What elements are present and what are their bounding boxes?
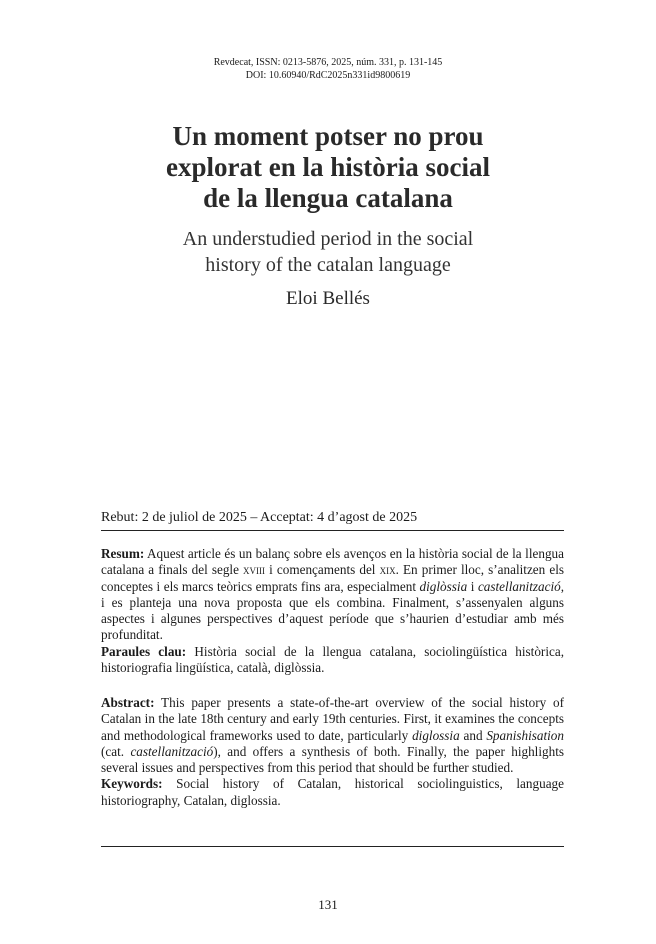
term-italic: diglossia <box>412 727 460 743</box>
keywords-paragraph <box>101 776 564 809</box>
title-line: Un moment potser no prou <box>172 121 484 151</box>
paraules-clau-text: Història social de la llengua catalana, sociolingüística històrica, historiografia lingüística, català, diglòssia. <box>101 643 564 676</box>
title-line: de la llengua catalana <box>203 183 453 213</box>
resum-text: . En primer lloc, s’analitzen els conceptes i els marcs teòrics emprats fins ara, especialment <box>101 562 565 594</box>
received-accepted-dates: Rebut: 2 de juliol de 2025 – Acceptat: 4 d’agost de 2025 <box>101 510 418 525</box>
journal-header <box>0 56 656 82</box>
abstract-section <box>101 695 564 809</box>
paraules-clau-paragraph <box>101 644 564 677</box>
page-number: 131 <box>318 897 338 912</box>
keywords-text: Social history of Catalan, historical sociolinguistics, language historiography, Catalan, diglossia. <box>101 776 564 808</box>
author-name: Eloi Bellés <box>286 288 370 309</box>
subtitle-line: history of the catalan language <box>205 254 451 276</box>
abstract-text: (cat. <box>101 743 131 759</box>
article-subtitle <box>80 226 576 278</box>
term-italic: castellanització <box>477 578 561 594</box>
paraules-clau-label: Paraules clau: <box>101 643 187 659</box>
century-numeral: xix <box>379 562 396 578</box>
subtitle-line: An understudied period in the social <box>182 228 474 250</box>
abstract-text: and <box>459 727 487 743</box>
title-line: explorat en la història social <box>166 152 490 182</box>
doi-line: DOI: 10.60940/RdC2025n331id9800619 <box>245 70 411 81</box>
resum-text: , i es planteja una nova proposta que els combina. Finalment, s’assenyalen alguns aspectes i algunes perspectives d’aquest període que s’haurien d’estudiar amb més profunditat. <box>101 578 565 643</box>
abstract-text: ), and offers a synthesis of both. Finally, the paper highlights several issues and perspectives from this period that should be further studied. <box>101 743 564 776</box>
abstract-text: This paper presents a state-of-the-art overview of the social history of Catalan in the late 18th century and early 19th centuries. First, it examines the concepts and methodological frameworks used to date, particularly <box>101 695 564 743</box>
term-italic: diglòssia <box>419 578 468 594</box>
century-numeral: xviii <box>243 562 266 578</box>
citation-line: Revdecat, ISSN: 0213-5876, 2025, núm. 331, p. 131-145 <box>213 57 443 68</box>
resum-section <box>101 546 564 676</box>
abstract-label: Abstract: <box>101 695 155 710</box>
article-title <box>60 121 596 214</box>
term-italic: Spanishisation <box>486 727 564 743</box>
abstract-paragraph <box>101 695 564 776</box>
resum-text: i <box>467 578 478 594</box>
divider-bottom <box>101 846 564 847</box>
term-italic: castellanització <box>130 743 214 759</box>
divider-top <box>101 530 564 531</box>
resum-paragraph <box>101 546 564 644</box>
resum-label: Resum: <box>101 546 145 561</box>
keywords-label: Keywords: <box>101 776 163 792</box>
resum-text: i començaments del <box>265 562 380 578</box>
resum-text: Aquest article és un balanç sobre els avenços en la història social de la llengua catalana a finals del segle <box>101 546 564 578</box>
